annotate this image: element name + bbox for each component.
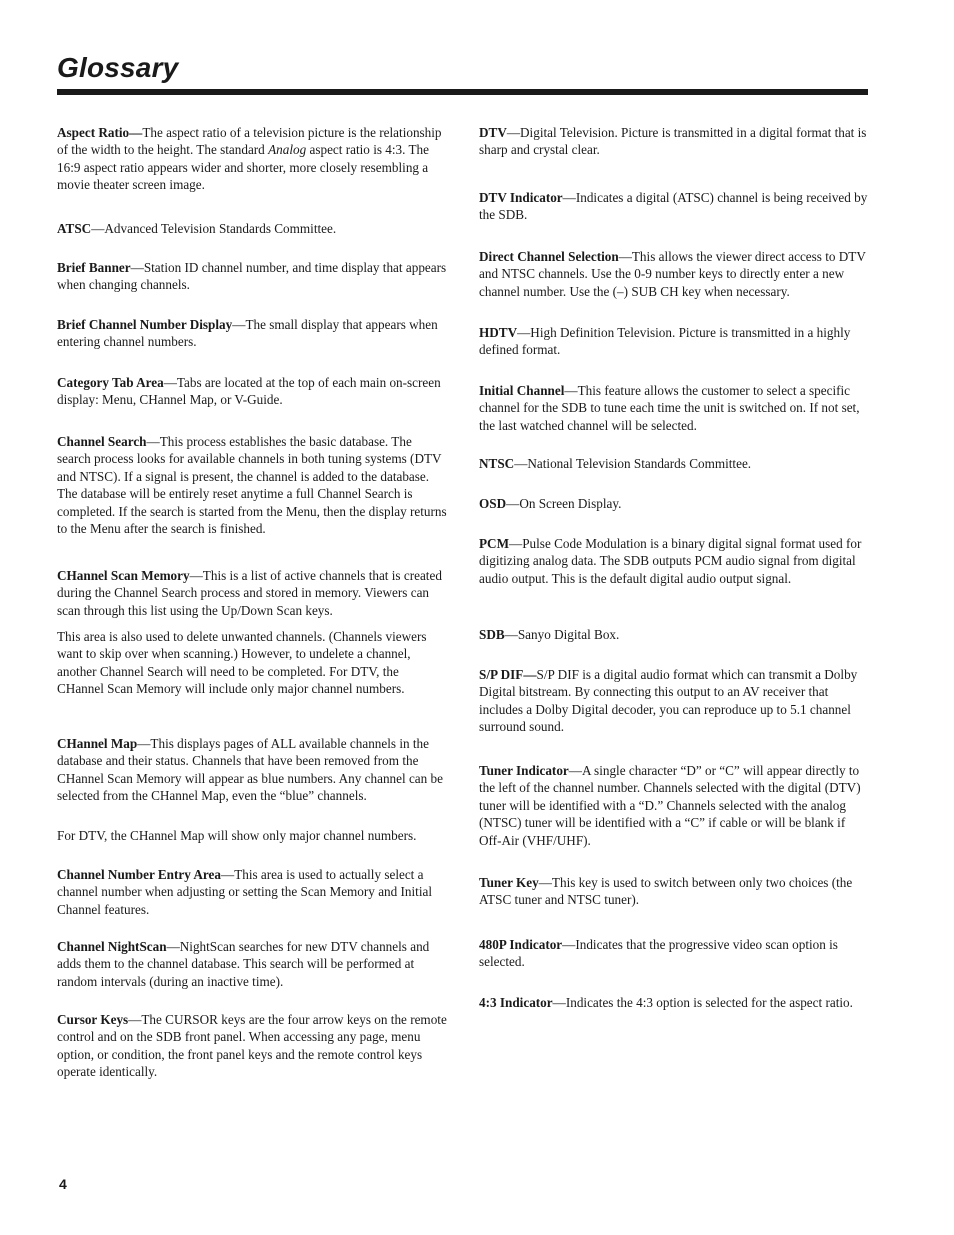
glossary-term: Tuner Key: [479, 875, 539, 890]
glossary-definition: High Definition Television. Picture is transmitted in a highly defined format.: [479, 325, 851, 358]
term-dash: —: [137, 736, 151, 751]
glossary-term: 4:3 Indicator: [479, 995, 553, 1010]
glossary-term: Channel NightScan: [57, 939, 167, 954]
glossary-term: DTV Indicator: [479, 190, 563, 205]
glossary-definition: National Television Standards Committee.: [527, 456, 752, 471]
glossary-definition: Station ID channel number, and time display that appears when changing channels.: [57, 260, 447, 293]
glossary-definition: Indicates that the progressive video scan option is selected.: [479, 937, 838, 970]
glossary-term: Aspect Ratio: [57, 125, 130, 140]
glossary-entry-cursor-keys: [57, 1011, 447, 1081]
glossary-term: Brief Banner: [57, 260, 131, 275]
glossary-term: CHannel Map: [57, 736, 138, 751]
term-dash: —: [618, 249, 632, 264]
term-dash: —: [506, 125, 521, 140]
term-dash: —: [552, 995, 566, 1010]
glossary-entry-sp-dif: [479, 666, 869, 736]
glossary-note-channel-scan-memory: This area is also used to delete unwanted channels. (Channels viewers want to skip over when scanning.) However, to undelete a channel, another Channel Search will need to be completed. For DTV, the CHannel Scan Memory will include only major channel numbers.: [57, 629, 427, 697]
glossary-term: Category Tab Area: [57, 375, 164, 390]
glossary-entry-ntsc: [479, 455, 869, 472]
term-dash: —: [129, 125, 143, 140]
glossary-entry-channel-nightscan: [57, 938, 447, 990]
glossary-entry-480p-indicator: [479, 936, 869, 971]
glossary-entry-channel-map: [57, 735, 447, 805]
term-dash: —: [514, 456, 528, 471]
term-dash: —: [221, 867, 235, 882]
glossary-entry-category-tab-area: [57, 374, 447, 409]
glossary-term: ATSC: [57, 221, 92, 236]
glossary-term: Cursor Keys: [57, 1012, 129, 1027]
title-rule: [57, 89, 868, 95]
glossary-term: DTV: [479, 125, 507, 140]
term-dash: —: [562, 190, 576, 205]
glossary-entry-atsc: [57, 220, 447, 237]
glossary-definition: This process establishes the basic database. The search process looks for available channels in both tuning systems (DTV and NTSC). If a signal is present, the channel is added to the database. The database will be entirely reset anytime a full Channel Search is completed. If the search is started from the Menu, then the display returns to the Menu after the search is finished.: [57, 434, 447, 537]
glossary-definition: Indicates the 4:3 option is selected for the aspect ratio.: [565, 995, 853, 1010]
glossary-term: CHannel Scan Memory: [57, 568, 190, 583]
glossary-definition: S/P DIF is a digital audio format which can transmit a Dolby Digital bitstream. By connecting this output to an AV receiver that includes a Dolby Digital decoder, you can reproduce up to 5.1 channel surround sound.: [479, 667, 858, 735]
glossary-entry-dtv-indicator: [479, 189, 869, 224]
term-dash: —: [568, 763, 582, 778]
term-dash: —: [538, 875, 552, 890]
glossary-entry-sdb: [479, 626, 869, 643]
glossary-entry-initial-channel: [479, 382, 869, 434]
glossary-term: S/P DIF: [479, 667, 524, 682]
glossary-definition: Indicates a digital (ATSC) channel is being received by the SDB.: [479, 190, 868, 223]
glossary-definition: This is a list of active channels that is created during the Channel Search process and stored in memory. Viewers can scan through this list using the Up/Down Scan keys.: [57, 568, 442, 618]
term-dash: —: [166, 939, 180, 954]
term-dash: —: [506, 496, 520, 511]
glossary-term: 480P Indicator: [479, 937, 563, 952]
glossary-definition: Tabs are located at the top of each main on-screen display: Menu, CHannel Map, or V-Guide.: [57, 375, 441, 408]
glossary-definition: This allows the viewer direct access to DTV and NTSC channels. Use the 0-9 number keys to directly enter a new channel number. Use the (–) SUB CH key when necessary.: [479, 249, 866, 299]
glossary-term: NTSC: [479, 456, 515, 471]
term-dash: —: [232, 317, 246, 332]
page-number: 4: [59, 1176, 67, 1192]
glossary-term: Brief Channel Number Display: [57, 317, 233, 332]
term-dash: —: [146, 434, 160, 449]
glossary-term: Channel Search: [57, 434, 147, 449]
glossary-definition: This feature allows the customer to select a specific channel for the SDB to tune each time the unit is switched on. If not set, the last watched channel will be selected.: [479, 383, 860, 433]
glossary-entry-tuner-key: [479, 874, 869, 909]
glossary-term: PCM: [479, 536, 510, 551]
term-dash: —: [189, 568, 203, 583]
term-dash: —: [91, 221, 105, 236]
term-dash: —: [523, 667, 537, 682]
glossary-definition: On Screen Display.: [519, 496, 622, 511]
glossary-definition: The aspect ratio of a television picture is the relationship of the width to the height. The standard: [57, 125, 442, 158]
term-dash: —: [517, 325, 531, 340]
term-dash: —: [504, 627, 518, 642]
glossary-term: Initial Channel: [479, 383, 565, 398]
glossary-entry-aspect-ratio: [57, 124, 447, 194]
glossary-term: Direct Channel Selection: [479, 249, 619, 264]
glossary-entry-tuner-indicator: [479, 762, 869, 849]
glossary-definition: Digital Television. Picture is transmitted in a digital format that is sharp and crystal clear.: [479, 125, 867, 158]
glossary-definition: Sanyo Digital Box.: [517, 627, 620, 642]
term-dash: —: [128, 1012, 142, 1027]
term-dash: —: [163, 375, 177, 390]
glossary-definition: NightScan searches for new DTV channels and adds them to the channel database. This search will be performed at random intervals (during an inactive time).: [57, 939, 430, 989]
glossary-definition: This displays pages of ALL available channels in the database and their status. Channels that have been removed from the CHannel Scan Memory will appear as blue numbers. Any channel can be selected from the CHannel Map, even the “blue” channels.: [57, 736, 443, 804]
page-title: Glossary: [57, 52, 179, 83]
glossary-entry-dtv: [479, 124, 869, 159]
glossary-entry-hdtv: [479, 324, 869, 359]
term-dash: —: [564, 383, 578, 398]
glossary-entry-brief-banner: [57, 259, 447, 294]
glossary-definition: A single character “D” or “C” will appear directly to the left of the channel number. Channels selected with the digital (DTV) tuner will be identified with a “D.” Channels selected with the analog (NTSC) tuner will be identified with a “C” if cable or will be blank if Off-Air (VHF/UHF).: [479, 763, 861, 848]
glossary-definition: The CURSOR keys are the four arrow keys on the remote control and on the SDB front panel. When accessing any page, menu option, or condition, the front panel keys and the remote control keys operate identically.: [57, 1012, 447, 1080]
glossary-definition: Pulse Code Modulation is a binary digital signal format used for digitizing analog data. The SDB outputs PCM audio signal from digital audio output. This is the default digital audio output signal.: [479, 536, 862, 586]
glossary-entry-channel-number-entry-area: [57, 866, 447, 918]
term-dash: —: [130, 260, 144, 275]
term-dash: —: [509, 536, 523, 551]
glossary-term: SDB: [479, 627, 505, 642]
glossary-entry-osd: [479, 495, 869, 512]
glossary-definition: This area is used to actually select a channel number when adjusting or setting the Scan Memory and Initial Channel features.: [57, 867, 433, 917]
glossary-term: OSD: [479, 496, 507, 511]
glossary-entry-direct-channel-selection: [479, 248, 869, 300]
glossary-definition: Advanced Television Standards Committee.: [104, 221, 337, 236]
glossary-entry-pcm: [479, 535, 869, 587]
glossary-entry-channel-search: [57, 433, 447, 537]
glossary-definition-continued: aspect ratio is 4:3. The 16:9 aspect ratio appears wider and shorter, more closely resembling a movie theater screen image.: [57, 142, 429, 193]
glossary-definition: This key is used to switch between only two choices (the ATSC tuner and NTSC tuner).: [479, 875, 853, 908]
glossary-entry-4-3-indicator: [479, 994, 869, 1011]
glossary-note-channel-map: For DTV, the CHannel Map will show only major channel numbers.: [57, 828, 417, 843]
glossary-entry-channel-scan-memory: [57, 567, 447, 619]
term-dash: —: [562, 937, 576, 952]
glossary-definition: The small display that appears when entering channel numbers.: [57, 317, 438, 350]
glossary-term: Tuner Indicator: [479, 763, 569, 778]
definition-emphasis: Analog: [268, 142, 307, 158]
glossary-term: HDTV: [479, 325, 518, 340]
glossary-entry-brief-channel-number-display: [57, 316, 447, 351]
glossary-term: Channel Number Entry Area: [57, 867, 221, 882]
